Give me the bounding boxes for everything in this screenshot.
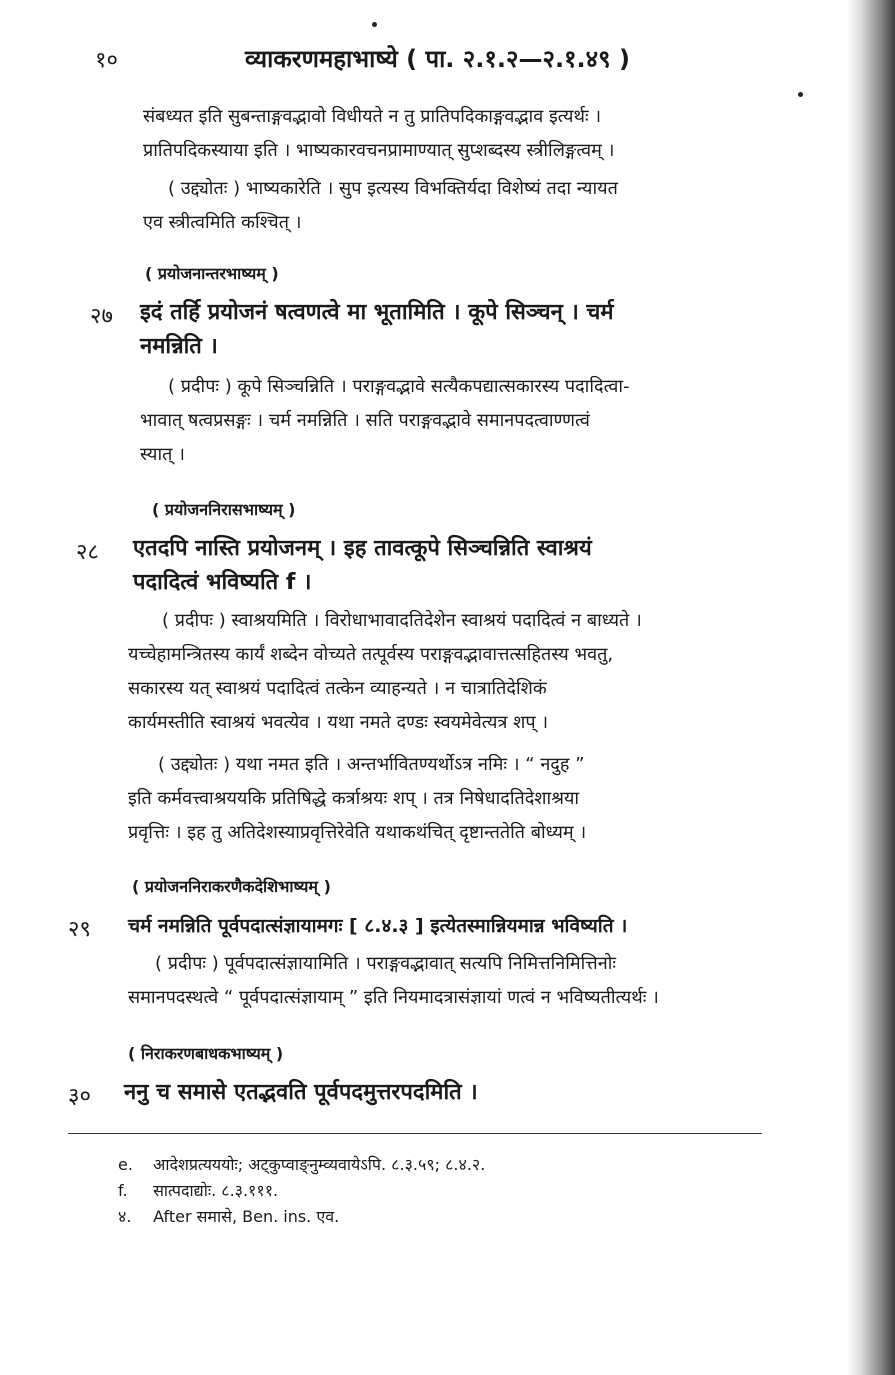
section-27 [0, 262, 895, 472]
pradipa-text: कूपे सिञ्चन्निति । पराङ्गवद्भावे सत्यैकपद्यात्सकारस्य पदादित्वा- [237, 376, 630, 397]
bhashya-line: इदं तर्हि प्रयोजनं षत्वणत्वे मा भूतामिति । कूपे सिञ्चन् । चर्म [140, 300, 614, 325]
section-number: २७ [90, 304, 113, 329]
uddyota-line: एव स्त्रीत्वमिति कश्चित् । [143, 212, 302, 233]
footnote-mark: f. [118, 1181, 128, 1200]
pradipa-text: पूर्वपदात्संज्ञायामिति । पराङ्गवद्भावात् सत्यपि निमित्तनिमित्तिनोः [224, 953, 617, 974]
section-heading: ( प्रयोजनान्तरभाष्यम् ) [145, 264, 279, 283]
pradipa-text: स्वाश्रयमिति । विरोधाभावादतिदेशेन स्वाश्रयं पदादित्वं न बाध्यते । [231, 610, 642, 631]
running-header [95, 42, 815, 86]
pradipa-label: ( प्रदीपः ) [168, 376, 232, 397]
section-number: २८ [76, 540, 99, 565]
section-heading: ( प्रयोजननिराकरणैकदेशिभाष्यम् ) [132, 877, 331, 896]
footnote-mark: ४. [118, 1207, 132, 1226]
pradipa-line: यच्चेहामन्त्रितस्य कार्यं शब्देन वोच्यते तत्पूर्वस्य पराङ्गवद्भावात्तत्सहितस्य भवतु, [128, 644, 614, 665]
page-number: १० [95, 48, 118, 73]
uddyota-label: ( उद्द्योतः ) [158, 754, 231, 775]
section-30 [0, 1042, 895, 1110]
bhashya-line: पदादित्वं भविष्यति f । [133, 570, 312, 595]
pradipa-line: कार्यमस्तीति स्वाश्रयं भवत्येव । यथा नमते दण्डः स्वयमेवेत्यत्र शप् । [128, 712, 549, 733]
footnote [118, 1178, 778, 1204]
pradipa-line: भावात् षत्वप्रसङ्गः । चर्म नमन्निति । सति पराङ्गवद्भावे समानपदत्वाण्णत्वं [140, 410, 590, 431]
pradipa-line [168, 370, 788, 404]
pradipa-label: ( प्रदीपः ) [162, 610, 226, 631]
pradipa-line: सकारस्य यत् स्वाश्रयं पदादित्वं तत्केन व्याहन्यते । न चात्रातिदेशिकं [128, 678, 547, 699]
footnote-text: After समासे, Ben. ins. एव. [153, 1207, 340, 1226]
uddyota-line [158, 748, 788, 782]
section-heading: ( प्रयोजननिरासभाष्यम् ) [152, 500, 296, 519]
pradipa-line [162, 604, 788, 638]
uddyota-text: यथा नमत इति । अन्तर्भावितण्यर्थोऽत्र नमिः । “ नदुह ” [235, 754, 585, 775]
section-29 [0, 875, 895, 1015]
commentary-line: संबध्यत इति सुबन्ताङ्गवद्भावो विधीयते न तु प्रातिपदिकाङ्गवद्भाव इत्यर्थः । [143, 106, 602, 127]
footnotes [118, 1152, 778, 1230]
footnote [118, 1152, 778, 1178]
footnote-mark: e. [118, 1155, 133, 1174]
running-title: व्याकरणमहाभाष्ये ( पा. २.१.२—२.१.४९ ) [245, 45, 630, 73]
pradipa-line: स्यात् । [140, 444, 185, 465]
section-heading: ( निराकरणबाधकभाष्यम् ) [128, 1044, 284, 1063]
uddyota-line: इति कर्मवत्त्वाश्रययकि प्रतिषिद्धे कर्त्राश्रयः शप् । तत्र निषेधादतिदेशाश्रया [128, 788, 580, 809]
commentary-line: प्रातिपदिकस्याया इति । भाष्यकारवचनप्रामाण्यात् सुप्शब्दस्य स्त्रीलिङ्गत्वम् । [143, 140, 615, 161]
pradipa-line [155, 947, 788, 981]
bhashya-line: नमन्निति । [140, 334, 218, 359]
bhashya-line: ननु च समासे एतद्भवति पूर्वपदमुत्तरपदमिति । [124, 1080, 478, 1105]
uddyota-label: ( उद्द्योतः ) [168, 178, 241, 199]
uddyota-line: प्रवृत्तिः । इह तु अतिदेशस्याप्रवृत्तिरेवेति यथाकथंचित् दृष्टान्ततेति बोध्यम् । [128, 822, 587, 843]
uddyota-text: भाष्यकारेति । सुप इत्यस्य विभक्तिर्यदा विशेष्यं तदा न्यायत [245, 178, 618, 199]
footnote [118, 1204, 778, 1230]
bhashya-line: एतदपि नास्ति प्रयोजनम् । इह तावत्कूपे सिञ्चन्निति स्वाश्रयं [133, 536, 592, 561]
pradipa-label: ( प्रदीपः ) [155, 953, 219, 974]
pradipa-line: समानपदस्थत्वे “ पूर्वपदात्संज्ञायाम् ” इति नियमादत्रासंज्ञायां णत्वं न भविष्यतीत्यर्थः । [128, 987, 659, 1008]
section-number: ३० [68, 1084, 91, 1109]
ink-dot [372, 22, 377, 27]
section-28 [0, 498, 895, 850]
ink-dot [798, 92, 803, 97]
footnote-text: आदेशप्रत्यययोः; अट्कुप्वाङ्नुम्व्यवायेऽपि. ८.३.५९; ८.४.२. [153, 1155, 486, 1174]
section-number: २९ [68, 917, 91, 942]
footnote-text: सात्पदाद्योः. ८.३.१११. [153, 1181, 279, 1200]
uddyota-line [168, 172, 788, 206]
footnote-rule [68, 1133, 762, 1134]
top-commentary [0, 100, 895, 240]
bhashya-line: चर्म नमन्निति पूर्वपदात्संज्ञायामगः [ ८.४.३ ] इत्येतस्मान्नियमान्न भविष्यति । [128, 915, 628, 937]
